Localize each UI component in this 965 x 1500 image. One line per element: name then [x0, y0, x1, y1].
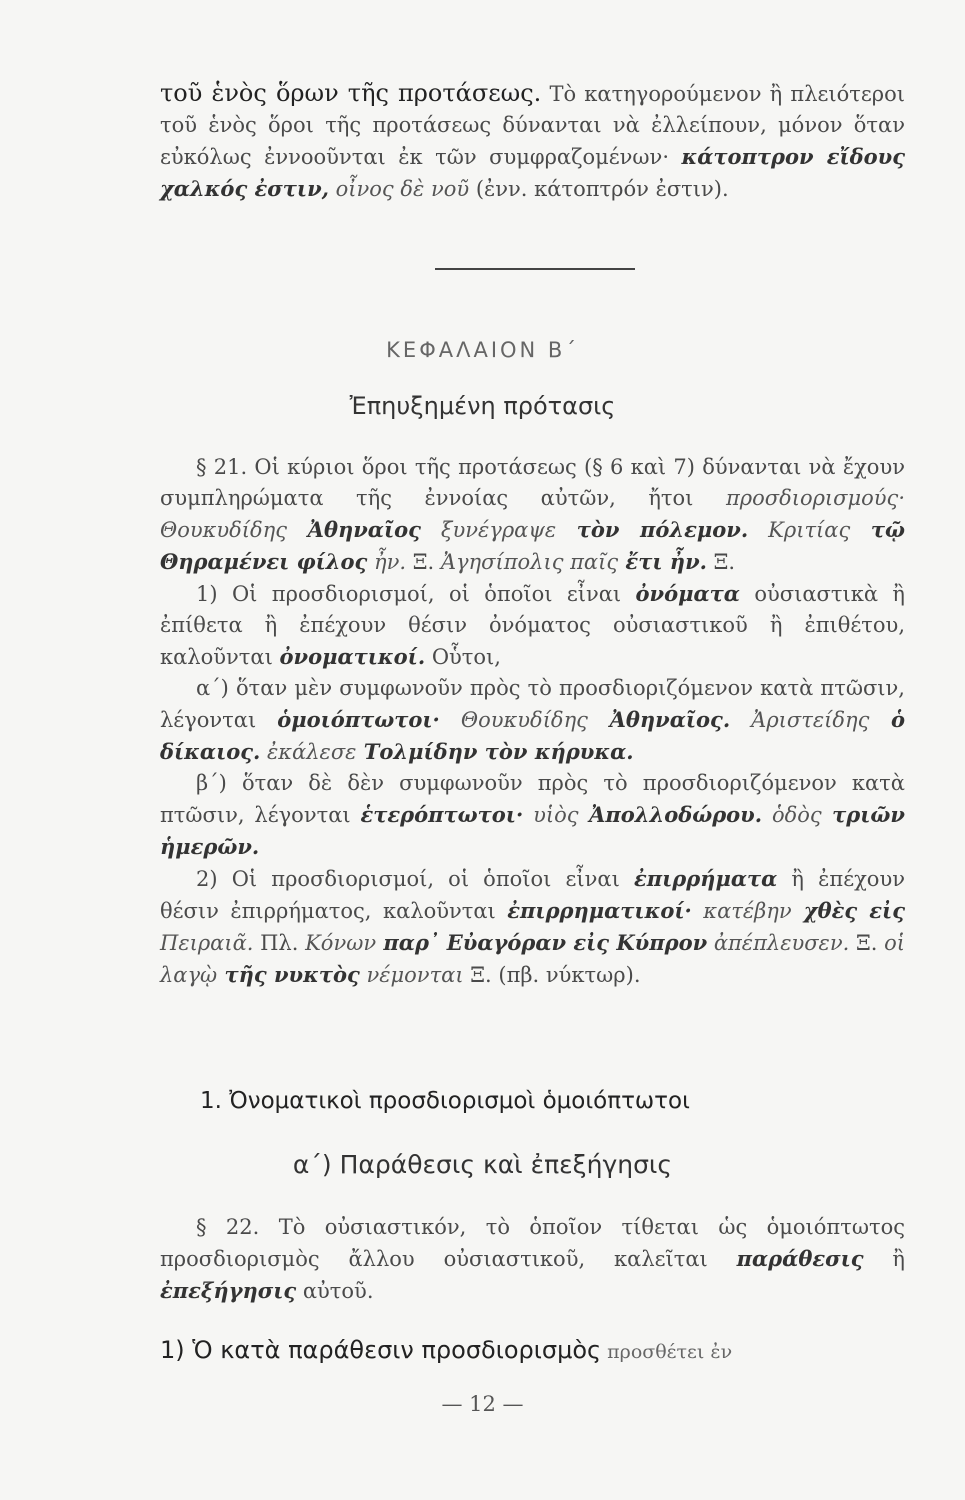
text: Ξ.	[406, 550, 441, 574]
italic-text: Θουκυδίδης	[160, 518, 288, 542]
top-paragraph	[160, 78, 905, 205]
onomatic-definition	[160, 578, 905, 673]
bold-italic-text: ὀνοματικοί.	[279, 644, 426, 669]
bold-italic-text: Ἀθηναῖος.	[587, 707, 731, 732]
text: 1) Οἱ προσδιορισμοί, οἱ ὁποῖοι εἶναι	[196, 582, 636, 606]
page-number: — 12 —	[441, 1392, 524, 1416]
italic-text: Κριτίας	[748, 518, 851, 542]
last-line	[160, 1336, 905, 1364]
italic-text: νέμονται	[359, 963, 464, 987]
text: § 22. Τὸ οὐσιαστικόν, τὸ ὁποῖον τίθεται ὡς ὁμοιόπτωτος προσδιορισμὸς ἄλλου οὐσιαστικοῦ, καλεῖται	[160, 1215, 905, 1271]
italic-text: ἀπέπλευσεν.	[707, 931, 850, 955]
bold-italic-text: ἔτι ἦν.	[618, 549, 707, 574]
text: Οὗτοι,	[425, 645, 501, 669]
bold-italic-text: παράθεσις	[736, 1246, 864, 1271]
section-22	[160, 1212, 905, 1307]
text: Ξ. (πβ. νύκτωρ).	[463, 963, 641, 987]
bold-italic-text: ὁ δίκαιος.	[160, 707, 905, 764]
bold-italic-text: τὸν πόλεμον.	[556, 517, 749, 542]
example-bold: κάτοπτρον εἴδους χαλκός ἐστιν,	[160, 144, 905, 201]
section-divider	[435, 268, 635, 270]
bold-italic-text: ἐπιρρηματικοί·	[507, 898, 692, 923]
bold-italic-text: Ἀπολλοδώρου.	[578, 802, 763, 827]
text: 2) Οἱ προσδιορισμοί, οἱ ὁποῖοι εἶναι	[196, 867, 634, 891]
adverbial-paragraph	[160, 863, 905, 991]
italic-text: Κόνων	[305, 931, 377, 955]
last-line-small: προσθέτει ἐν	[601, 1341, 733, 1363]
heteroptotoi-paragraph	[160, 768, 905, 863]
bold-italic-text: ἐπεξήγησις	[160, 1278, 297, 1303]
paragraph-text: Τὸ κατηγορούμενον ἢ πλειότεροι τοῦ ἑνὸς ὅροι τῆς προτάσεως δύνανται νὰ ἐλλείπουν, μόνον ὅταν εὐκόλως ἐννοοῦνται ἐκ τῶν συμφραζομένων·	[160, 82, 905, 169]
section-21-intro	[160, 452, 905, 578]
italic-text: Ἀριστείδης	[730, 708, 870, 732]
paragraph-text: (ἐνν. κάτοπτρόν ἐστιν).	[469, 177, 729, 201]
homoioptotoi-paragraph	[160, 673, 905, 768]
subsection-heading-a: α΄) Παράθεσις καὶ ἐπεξήγησις	[292, 1150, 673, 1179]
example-italic: οἶνος δὲ νοῦ	[328, 177, 470, 201]
italic-text: ξυνέγραψε	[420, 518, 557, 542]
bold-italic-text: ὀνόματα	[635, 581, 740, 606]
italic-text: Πειραιᾶ.	[160, 931, 254, 955]
bold-italic-text: χθὲς εἰς	[791, 898, 905, 923]
chapter-subtitle: Ἐπηυξημένη πρότασις	[349, 392, 616, 420]
text: Ξ.	[849, 931, 885, 955]
text: Ξ.	[706, 550, 736, 574]
bold-italic-text: ἐπιρρήματα	[633, 866, 778, 891]
text: Πλ.	[253, 931, 306, 955]
italic-text: κατέβην	[691, 899, 792, 923]
text: ἢ ἐπέχουν θέσιν ἐπιρρήματος, καλοῦνται	[160, 867, 905, 923]
section-21	[160, 452, 905, 991]
italic-text: ὁδὸς	[762, 803, 822, 827]
last-line-main: 1) Ὁ κατὰ παράθεσιν προσδιορισμὸς	[160, 1336, 602, 1364]
text: οὐσιαστικὰ ἢ ἐπίθετα ἢ ἐπέχουν θέσιν ὀνόματος οὐσιαστικοῦ ἢ ἐπιθέτου, καλοῦνται	[160, 582, 905, 669]
bold-italic-text: τριῶν ἡμερῶν.	[160, 802, 905, 859]
bold-italic-text: παρ᾽ Εὐαγόραν εἰς Κύπρον	[376, 930, 708, 955]
italic-text: οἱ λαγῲ	[160, 931, 905, 987]
text: αὐτοῦ.	[296, 1279, 374, 1303]
bold-italic-text: Τολμίδην τὸν κήρυκα.	[356, 739, 634, 764]
text: α΄) ὅταν μὲν συμφωνοῦν πρὸς τὸ προσδιοριζόμενον κατὰ πτῶσιν, λέγονται	[160, 676, 905, 732]
bold-italic-text: ὁμοιόπτωτοι·	[277, 707, 440, 732]
italic-text: ἐκάλεσε	[260, 740, 357, 764]
italic-text: Θουκυδίδης	[439, 708, 588, 732]
section-heading-1: 1. Ὀνοματικοὶ προσδιορισμοὶ ὁμοιόπτωτοι	[200, 1088, 690, 1114]
italic-text: Ἀγησίπολις παῖς	[440, 550, 619, 574]
bold-italic-text: ἑτερόπτωτοι·	[360, 802, 524, 827]
bold-italic-text: τῷ Θηραμένει φίλος	[160, 517, 905, 574]
lead-text: τοῦ ἑνὸς ὅρων τῆς προτάσεως.	[160, 79, 542, 107]
text: § 21. Οἱ κύριοι ὅροι τῆς προτάσεως (§ 6 καὶ 7) δύνανται νὰ ἔχουν συμπληρώματα τῆς ἐννοίας αὐτῶν, ἤτοι	[160, 455, 905, 510]
italic-text: υἱὸς	[523, 803, 579, 827]
italic-text: προσδιορισμούς·	[725, 486, 905, 510]
text: ἢ	[863, 1247, 905, 1271]
italic-text: ἦν.	[367, 550, 407, 574]
bold-italic-text: Ἀθηναῖος	[287, 517, 421, 542]
text: β΄) ὅταν δὲ δὲν συμφωνοῦν πρὸς τὸ προσδιοριζόμενον κατὰ πτῶσιν, λέγονται	[160, 771, 905, 827]
bold-italic-text: τῆς νυκτὸς	[217, 962, 360, 987]
chapter-title: ΚΕΦΑΛΑΙΟΝ Β΄	[386, 338, 579, 362]
